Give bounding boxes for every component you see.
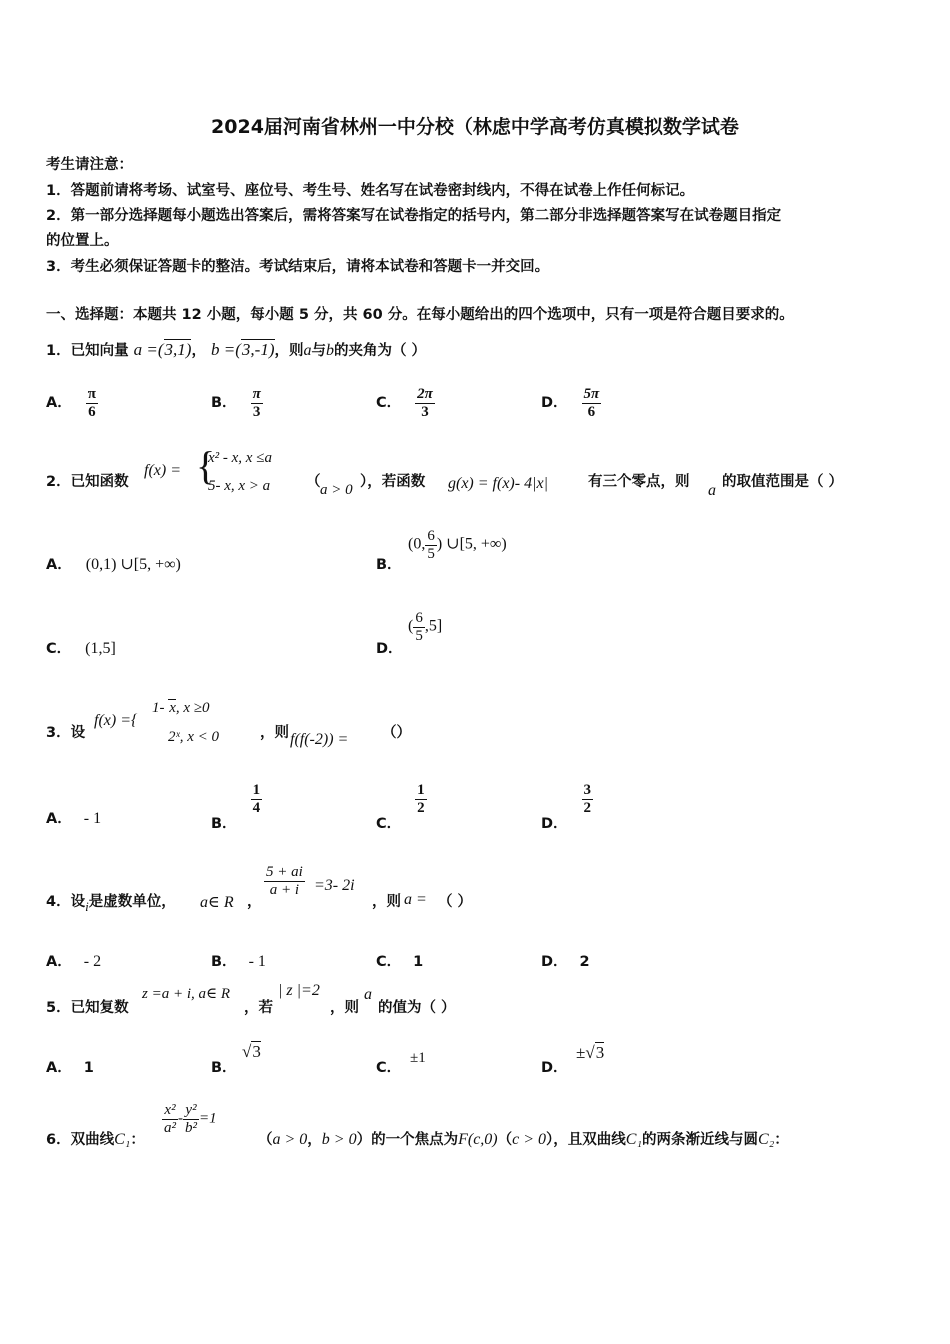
q1-vector-b: b =(3,‐1) [211, 340, 275, 359]
q2-suffix: 的取值范围是（ ） [722, 474, 844, 490]
q5-prefix: 5．已知复数 [46, 1000, 129, 1016]
q1-option-c[interactable]: C． $\frac{2\pi}{3}$ [376, 386, 433, 420]
q2-paren-open: （ [306, 474, 321, 490]
notice-item-2: 2．第一部分选择题每小题选出答案后，需将答案写在试卷指定的括号内，第二部分非选择题答案写在试卷题目指定 [46, 208, 782, 224]
notice-heading: 考生请注意： [46, 157, 133, 173]
q6-equation: $\frac{\text{x²}}{\text{a²}}$ ‐ $\frac{\text{y²}}{\text{b²}}$ =1 [164, 1102, 217, 1136]
q3-case-2: 2ˣ, x < 0 [168, 729, 220, 745]
q2-fx: f(x) = [144, 462, 181, 479]
q4-prefix: 4．设i是虚数单位， [46, 894, 176, 914]
q2-option-b-expr: (0, $\frac{6}{5}$ ) ∪[5, +∞) [408, 528, 507, 562]
q4-option-b[interactable]: B． ‐ 1 [211, 953, 266, 970]
q2-zeros-text: 有三个零点，则 [588, 474, 690, 490]
q2-case-2: 5‐ x, x > a [208, 478, 271, 494]
q5-suffix: 的值为（ ） [378, 1000, 456, 1016]
q4-rhs: =3‐ 2i [314, 877, 355, 894]
q4-option-d[interactable]: D． 2 [541, 954, 590, 970]
q4-option-a[interactable]: A． ‐ 2 [46, 953, 102, 970]
q5-mid2: ，则 [330, 1000, 359, 1016]
q5-option-b-expr: √3 [242, 1042, 261, 1061]
q4-domain: a∈ R [200, 894, 234, 911]
q3-suffix: （） [382, 725, 411, 741]
q5-mid1: ，若 [244, 1000, 273, 1016]
notice-item-1: 1．答题前请将考场、试室号、座位号、考生号、姓名写在试卷密封线内，不得在试卷上作任何标记。 [46, 183, 695, 199]
q5-option-d[interactable]: D． [541, 1060, 568, 1076]
q1-prefix: 1．已知向量 [46, 343, 129, 359]
notice-item-2-cont: 的位置上。 [46, 233, 119, 249]
q5-modz: | z |=2 [278, 982, 320, 999]
page-title: 2024届河南省林州一中分校（林虑中学高考仿真模拟数学试卷 [211, 116, 739, 138]
q2-option-c[interactable]: C． (1,5] [46, 640, 116, 657]
q2-option-a[interactable]: A． (0,1) ∪[5, +∞) [46, 556, 181, 573]
q5-var-a: a [364, 986, 372, 1003]
q2-condition: a > 0 [320, 482, 353, 498]
q1-option-a[interactable]: A． $\frac{\pi}{6}$ [46, 386, 96, 420]
q3-case-1: 1‐ x, x ≥0 [152, 700, 210, 716]
section-heading: 一、选择题：本题共 12 小题，每小题 5 分，共 60 分。在每小题给出的四个选项中，只有一项是符合题目要求的。 [46, 307, 794, 323]
q2-prefix: 2．已知函数 [46, 474, 129, 490]
q3-ffx: f(f(‐2)) = [290, 731, 349, 748]
q5-option-a[interactable]: A． 1 [46, 1060, 94, 1076]
q2-option-d[interactable]: D． [376, 641, 403, 657]
q4-fraction: $\frac{5 + ai}{a + i}$ [266, 864, 303, 898]
q1-option-b[interactable]: B． $\frac{\pi}{3}$ [211, 386, 261, 420]
q5-z: z =a + i, a∈ R [142, 986, 231, 1002]
q3-option-c[interactable]: C． $\frac{1}{2}$ [376, 782, 425, 832]
q3-mid: ，则 [260, 725, 289, 741]
q1-vector-a: a =(3,1) [133, 340, 192, 359]
q5-option-c[interactable]: C． [376, 1060, 402, 1076]
q5-option-b[interactable]: B． [211, 1060, 237, 1076]
q5-option-c-expr: ±1 [410, 1050, 426, 1066]
q3-option-b[interactable]: B． $\frac{1}{4}$ [211, 782, 261, 832]
q5-option-d-expr: ±√3 [576, 1043, 605, 1062]
q3-prefix: 3．设 [46, 725, 86, 741]
q4-mid2: ，则 [372, 894, 401, 910]
q3-option-d[interactable]: D． $\frac{3}{2}$ [541, 782, 592, 832]
q2-if-function: ），若函数 [360, 474, 426, 490]
q3-option-a[interactable]: A． ‐ 1 [46, 810, 102, 827]
notice-item-3: 3．考生必须保证答题卡的整洁。考试结束后，请将本试卷和答题卡一并交回。 [46, 259, 550, 275]
q6-prefix: 6．双曲线C₁： [46, 1131, 145, 1148]
q2-var-a: a [708, 482, 716, 499]
q2-option-b[interactable]: B． [376, 557, 402, 573]
question-1: 1．已知向量 a =(3,1)， b =(3,‐1)，则a与b的夹角为（ ） [46, 340, 427, 359]
q4-option-c[interactable]: C． 1 [376, 954, 424, 970]
q4-ask: a = [404, 891, 427, 908]
q2-brace: { [196, 443, 216, 488]
q1-option-d[interactable]: D． $\frac{5\pi}{6}$ [541, 386, 600, 420]
q2-option-d-expr: ( $\frac{6}{5}$ ,5] [408, 610, 443, 644]
q4-suffix: （ ） [438, 894, 473, 910]
q2-gx: g(x) = f(x)‐ 4|x| [448, 475, 548, 492]
q4-sep: ， [247, 894, 262, 910]
q2-case-1: x² ‐ x, x ≤a [208, 450, 272, 466]
q3-fx: f(x) ={ [94, 712, 138, 729]
q6-conditions: （a > 0，b > 0）的一个焦点为F(c,0)（c > 0），且双曲线C₁的两条渐近线与圆C₂： [258, 1131, 789, 1148]
